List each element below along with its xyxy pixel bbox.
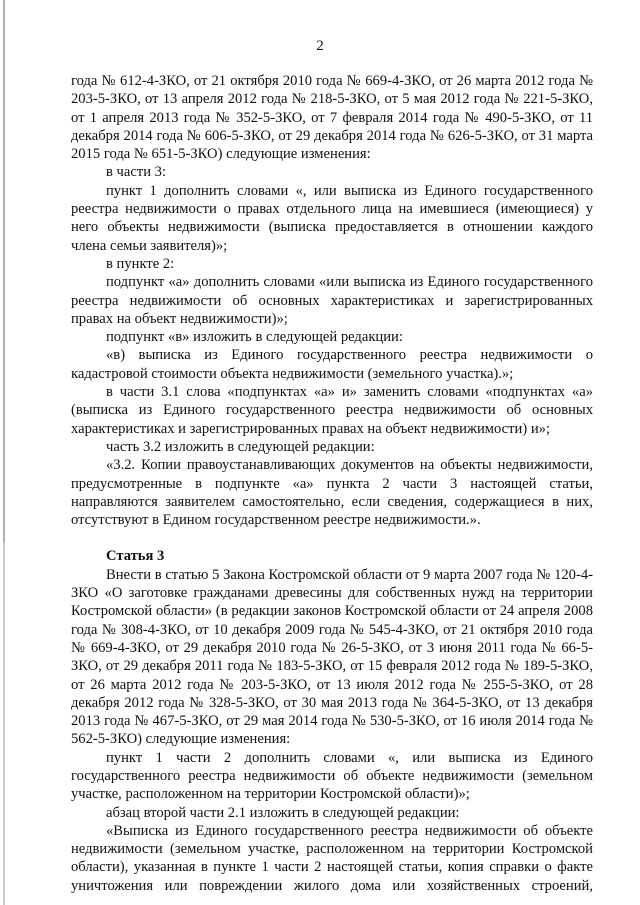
paragraph: часть 3.2 изложить в следующей редакции:: [106, 438, 375, 455]
paragraph: подпункт «в» изложить в следующей редакции:: [106, 329, 403, 346]
paragraph: в части 3:: [106, 164, 167, 181]
paragraph: «Выписка из Единого государственного реестра недвижимости об объекте недвижимости (земельном участке, расположенном на территории Костромской области), указанная в пункте 1 части 2 настоящей статьи, копия справки о факте уничтожения или повреждении жилого дома или хозяйственных строений,: [71, 822, 593, 894]
paragraph: в части 3.1 слова «подпунктах «а» и» заменить словами «подпунктах «а» (выписка из Единого государственного реестра недвижимости об основных характеристиках и зарегистрированных правах на объект недвижимости) и»;: [71, 384, 593, 437]
paragraph: «в) выписка из Единого государственного реестра недвижимости о кадастровой стоимости объекта недвижимости (земельного участка).»;: [71, 347, 593, 382]
paragraph: «3.2. Копии правоустанавливающих документов на объекты недвижимости, предусмотренные в подпункте «а» пункта 2 части 3 настоящей статьи, направляются заявителем самостоятельно, если сведения, содержащиеся в них, отсутствуют в Едином государственном реестре недвижимости.».: [71, 457, 593, 529]
paragraph: в пункте 2:: [106, 255, 175, 272]
scan-edge-shadow: [3, 0, 5, 905]
document-body: [71, 72, 593, 895]
paragraph: Внести в статью 5 Закона Костромской области от 9 марта 2007 года № 120-4-ЗКО «О заготовке гражданами древесины для собственных нужд на территории Костромской области» (в редакции законов Костромской области от 24 апреля 2008 года № 308-4-ЗКО, от 10 декабря 2009 года № 545-4-ЗКО, от 21 октября 2010 года № 669-4-ЗКО, от 29 декабря 2010 года № 26-5-ЗКО, от 3 июня 2011 года № 66-5-ЗКО, от 29 декабря 2011 года № 183-5-ЗКО, от 15 февраля 2012 года № 189-5-ЗКО, от 26 марта 2012 года № 203-5-ЗКО, от 13 июля 2012 года № 255-5-ЗКО, от 28 декабря 2012 года № 328-5-ЗКО, от 30 мая 2013 года № 364-5-ЗКО, от 13 декабря 2013 года № 467-5-ЗКО, от 29 мая 2014 года № 530-5-ЗКО, от 16 июля 2014 года № 562-5-ЗКО) следующие изменения:: [71, 566, 593, 748]
paragraph-gap: [71, 529, 593, 547]
paragraph: подпункт «а» дополнить словами «или выписка из Единого государственного реестра недвижимости об основных характеристиках и зарегистрированных правах на объект недвижимости)»;: [71, 274, 593, 327]
paragraph: абзац второй части 2.1 изложить в следующей редакции:: [106, 804, 460, 821]
paragraph: года № 612-4-ЗКО, от 21 октября 2010 года № 669-4-ЗКО, от 26 марта 2012 года № 203-5-ЗКО, от 13 апреля 2012 года № 218-5-ЗКО, от 5 мая 2012 года № 221-5-ЗКО, от 1 апреля 2013 года № 352-5-ЗКО, от 7 февраля 2014 года № 490-5-ЗКО, от 11 декабря 2014 года № 606-5-ЗКО, от 29 декабря 2014 года № 626-5-ЗКО, от 31 марта 2015 года № 651-5-ЗКО) следующие изменения:: [71, 73, 593, 163]
page-number: 2: [316, 38, 324, 54]
paragraph: пункт 1 дополнить словами «, или выписка из Единого государственного реестра недвижимости о правах отдельного лица на имевшиеся (имеющиеся) у него объекты недвижимости (выписка предоставляется в отношении каждого члена семьи заявителя)»;: [71, 182, 593, 254]
article-heading: Статья 3: [106, 548, 165, 565]
paragraph: пункт 1 части 2 дополнить словами «, или выписка из Единого государственного реестра недвижимости об объекте недвижимости (земельном участке, расположенном на территории Костромской области)»;: [71, 749, 593, 803]
